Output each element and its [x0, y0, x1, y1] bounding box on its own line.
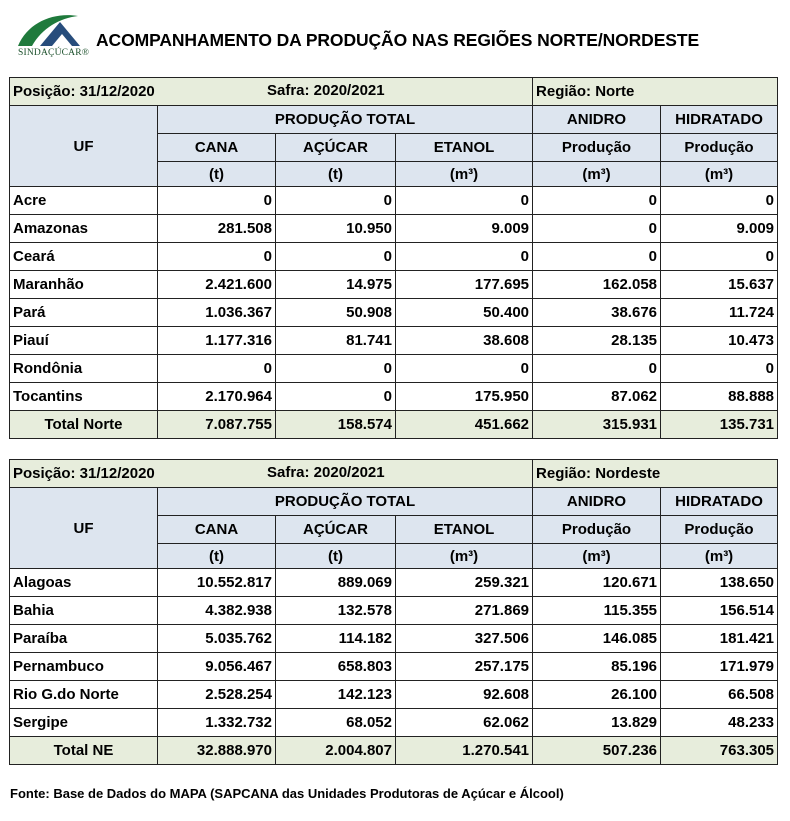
- value-cell: 0: [276, 355, 396, 383]
- uf-cell: Amazonas: [10, 215, 158, 243]
- unit-cana: (t): [158, 544, 276, 569]
- value-cell: 10.473: [661, 327, 778, 355]
- anidro-producao-header: Produção: [533, 516, 661, 544]
- uf-cell: Paraíba: [10, 625, 158, 653]
- value-cell: 171.979: [661, 653, 778, 681]
- value-cell: 158.574: [276, 411, 396, 439]
- value-cell: 48.233: [661, 709, 778, 737]
- table-row: [10, 243, 778, 271]
- value-cell: 9.056.467: [158, 653, 276, 681]
- table-norte: [9, 77, 778, 439]
- unit-anidro: (m³): [533, 162, 661, 187]
- value-cell: 38.608: [396, 327, 533, 355]
- value-cell: 66.508: [661, 681, 778, 709]
- regiao-label: Região: Nordeste: [533, 460, 778, 488]
- anidro-header: ANIDRO: [533, 106, 661, 134]
- table-nordeste: [9, 459, 778, 765]
- value-cell: 162.058: [533, 271, 661, 299]
- value-cell: 1.332.732: [158, 709, 276, 737]
- table-row: [10, 327, 778, 355]
- value-cell: 271.869: [396, 597, 533, 625]
- value-cell: 451.662: [396, 411, 533, 439]
- producao-total-header: PRODUÇÃO TOTAL: [158, 106, 533, 134]
- value-cell: 257.175: [396, 653, 533, 681]
- table-row: [10, 625, 778, 653]
- hidratado-header: HIDRATADO: [661, 488, 778, 516]
- value-cell: 50.908: [276, 299, 396, 327]
- value-cell: 142.123: [276, 681, 396, 709]
- value-cell: 315.931: [533, 411, 661, 439]
- uf-cell: Ceará: [10, 243, 158, 271]
- unit-acucar: (t): [276, 162, 396, 187]
- value-cell: 38.676: [533, 299, 661, 327]
- value-cell: 62.062: [396, 709, 533, 737]
- value-cell: 0: [533, 215, 661, 243]
- value-cell: 4.382.938: [158, 597, 276, 625]
- value-cell: 2.170.964: [158, 383, 276, 411]
- value-cell: 92.608: [396, 681, 533, 709]
- value-cell: 26.100: [533, 681, 661, 709]
- value-cell: 0: [661, 243, 778, 271]
- value-cell: 1.270.541: [396, 737, 533, 765]
- unit-etanol: (m³): [396, 544, 533, 569]
- anidro-header: ANIDRO: [533, 488, 661, 516]
- value-cell: 138.650: [661, 569, 778, 597]
- value-cell: 2.004.807: [276, 737, 396, 765]
- table-row: [10, 653, 778, 681]
- value-cell: 0: [533, 187, 661, 215]
- info-cell: [10, 78, 533, 106]
- table-row: [10, 709, 778, 737]
- value-cell: 0: [396, 355, 533, 383]
- info-row: [10, 78, 778, 106]
- value-cell: 0: [533, 355, 661, 383]
- value-cell: 658.803: [276, 653, 396, 681]
- safra-label: Safra: 2020/2021: [267, 464, 385, 481]
- unit-etanol: (m³): [396, 162, 533, 187]
- uf-cell: Total NE: [10, 737, 158, 765]
- value-cell: 2.421.600: [158, 271, 276, 299]
- value-cell: 81.741: [276, 327, 396, 355]
- uf-cell: Rondônia: [10, 355, 158, 383]
- unit-anidro: (m³): [533, 544, 661, 569]
- etanol-header: ETANOL: [396, 516, 533, 544]
- value-cell: 281.508: [158, 215, 276, 243]
- value-cell: 763.305: [661, 737, 778, 765]
- uf-cell: Pernambuco: [10, 653, 158, 681]
- value-cell: 10.552.817: [158, 569, 276, 597]
- value-cell: 181.421: [661, 625, 778, 653]
- hidratado-producao-header: Produção: [661, 516, 778, 544]
- value-cell: 0: [533, 243, 661, 271]
- value-cell: 14.975: [276, 271, 396, 299]
- uf-cell: Rio G.do Norte: [10, 681, 158, 709]
- value-cell: 0: [158, 187, 276, 215]
- table-row: [10, 597, 778, 625]
- table-row: [10, 383, 778, 411]
- value-cell: 175.950: [396, 383, 533, 411]
- page-header: [14, 10, 784, 60]
- unit-hidratado: (m³): [661, 544, 778, 569]
- cana-header: CANA: [158, 134, 276, 162]
- value-cell: 0: [396, 243, 533, 271]
- info-row: [10, 460, 778, 488]
- value-cell: 7.087.755: [158, 411, 276, 439]
- uf-cell: Total Norte: [10, 411, 158, 439]
- producao-total-header: PRODUÇÃO TOTAL: [158, 488, 533, 516]
- value-cell: 5.035.762: [158, 625, 276, 653]
- value-cell: 50.400: [396, 299, 533, 327]
- table-row: [10, 187, 778, 215]
- value-cell: 115.355: [533, 597, 661, 625]
- value-cell: 507.236: [533, 737, 661, 765]
- unit-hidratado: (m³): [661, 162, 778, 187]
- value-cell: 0: [661, 187, 778, 215]
- value-cell: 0: [396, 187, 533, 215]
- table-row: [10, 215, 778, 243]
- value-cell: 177.695: [396, 271, 533, 299]
- source-note: Fonte: Base de Dados do MAPA (SAPCANA das Unidades Produtoras de Açúcar e Álcool): [10, 786, 564, 801]
- table-row: [10, 681, 778, 709]
- info-cell: [10, 460, 533, 488]
- value-cell: 0: [158, 243, 276, 271]
- value-cell: 10.950: [276, 215, 396, 243]
- safra-label: Safra: 2020/2021: [267, 82, 385, 99]
- sindacucar-logo: [14, 10, 94, 60]
- uf-cell: Acre: [10, 187, 158, 215]
- page-title: ACOMPANHAMENTO DA PRODUÇÃO NAS REGIÕES NORTE/NORDESTE: [96, 30, 700, 50]
- hidratado-producao-header: Produção: [661, 134, 778, 162]
- value-cell: 85.196: [533, 653, 661, 681]
- value-cell: 87.062: [533, 383, 661, 411]
- value-cell: 15.637: [661, 271, 778, 299]
- regiao-label: Região: Norte: [533, 78, 778, 106]
- hidratado-header: HIDRATADO: [661, 106, 778, 134]
- uf-cell: Sergipe: [10, 709, 158, 737]
- posicao-label: Posição: 31/12/2020: [13, 83, 155, 100]
- value-cell: 0: [276, 243, 396, 271]
- value-cell: 120.671: [533, 569, 661, 597]
- value-cell: 28.135: [533, 327, 661, 355]
- value-cell: 114.182: [276, 625, 396, 653]
- cana-header: CANA: [158, 516, 276, 544]
- uf-header: UF: [10, 106, 158, 187]
- value-cell: 889.069: [276, 569, 396, 597]
- value-cell: 9.009: [396, 215, 533, 243]
- value-cell: 327.506: [396, 625, 533, 653]
- etanol-header: ETANOL: [396, 134, 533, 162]
- anidro-producao-header: Produção: [533, 134, 661, 162]
- uf-header: UF: [10, 488, 158, 569]
- value-cell: 156.514: [661, 597, 778, 625]
- logo-text: SINDAÇÚCAR®: [18, 48, 90, 58]
- table-row: [10, 299, 778, 327]
- acucar-header: AÇÚCAR: [276, 516, 396, 544]
- uf-cell: Maranhão: [10, 271, 158, 299]
- total-row: [10, 411, 778, 439]
- value-cell: 88.888: [661, 383, 778, 411]
- value-cell: 11.724: [661, 299, 778, 327]
- total-row: [10, 737, 778, 765]
- acucar-header: AÇÚCAR: [276, 134, 396, 162]
- value-cell: 135.731: [661, 411, 778, 439]
- unit-acucar: (t): [276, 544, 396, 569]
- value-cell: 0: [276, 187, 396, 215]
- value-cell: 0: [158, 355, 276, 383]
- value-cell: 68.052: [276, 709, 396, 737]
- table-row: [10, 271, 778, 299]
- uf-cell: Pará: [10, 299, 158, 327]
- value-cell: 32.888.970: [158, 737, 276, 765]
- value-cell: 13.829: [533, 709, 661, 737]
- unit-cana: (t): [158, 162, 276, 187]
- value-cell: 0: [276, 383, 396, 411]
- posicao-label: Posição: 31/12/2020: [13, 465, 155, 482]
- value-cell: 132.578: [276, 597, 396, 625]
- uf-cell: Piauí: [10, 327, 158, 355]
- value-cell: 259.321: [396, 569, 533, 597]
- value-cell: 1.036.367: [158, 299, 276, 327]
- value-cell: 9.009: [661, 215, 778, 243]
- uf-cell: Alagoas: [10, 569, 158, 597]
- value-cell: 1.177.316: [158, 327, 276, 355]
- table-row: [10, 355, 778, 383]
- value-cell: 2.528.254: [158, 681, 276, 709]
- uf-cell: Bahia: [10, 597, 158, 625]
- value-cell: 0: [661, 355, 778, 383]
- table-row: [10, 569, 778, 597]
- uf-cell: Tocantins: [10, 383, 158, 411]
- value-cell: 146.085: [533, 625, 661, 653]
